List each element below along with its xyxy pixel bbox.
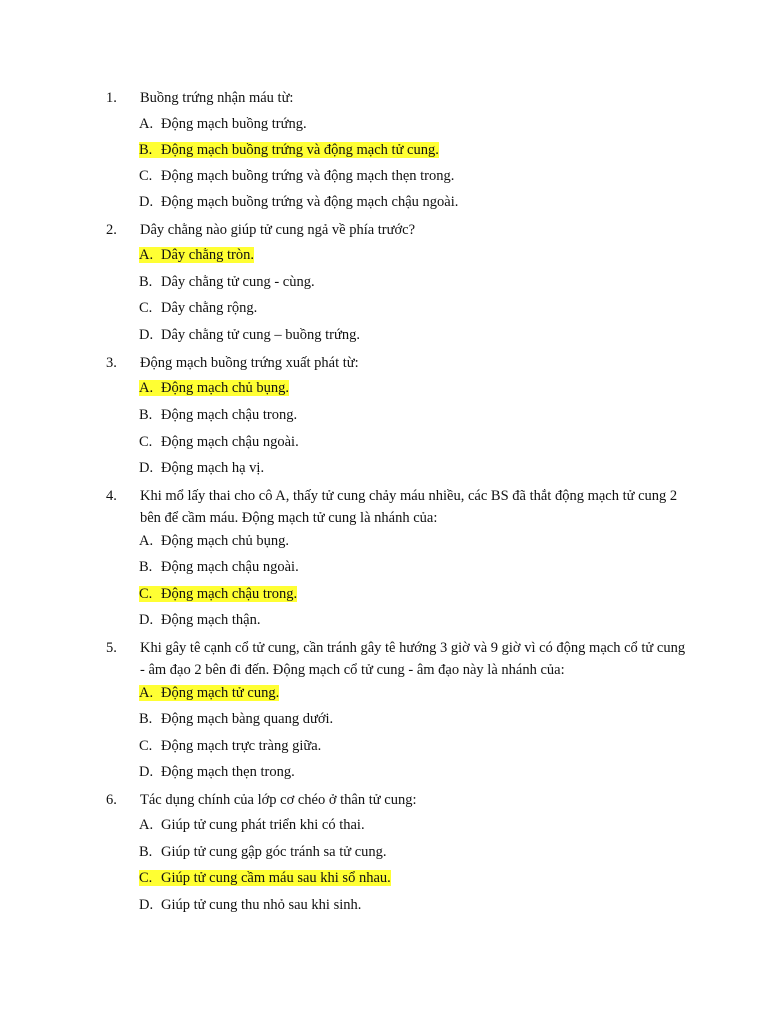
- question-2-option-c: [139, 298, 257, 318]
- option-text: Dây chằng tử cung – buồng trứng.: [161, 327, 360, 343]
- question-text: Khi mổ lấy thai cho cô A, thấy tử cung chảy máu nhiều, các BS đã thắt động mạch tử cung 2 bên để cầm máu. Động mạch tử cung là nhánh của:: [140, 488, 678, 526]
- answer-option: [139, 711, 333, 727]
- option-text: Động mạch trực tràng giữa.: [161, 738, 322, 754]
- question-number: 4.: [106, 488, 117, 504]
- option-label: C.: [139, 738, 153, 754]
- answer-option: [139, 327, 360, 343]
- option-label: D.: [139, 764, 154, 780]
- question-1-option-a: [139, 114, 307, 134]
- answer-option: [139, 434, 299, 450]
- question-number: 5.: [106, 640, 117, 656]
- answer-option: [139, 559, 299, 575]
- question-5: [106, 637, 686, 681]
- question-text: Dây chằng nào giúp tử cung ngả về phía trước?: [140, 222, 416, 238]
- answer-option: [139, 844, 387, 860]
- highlighted-answer: [139, 142, 439, 158]
- answer-option: [139, 738, 321, 754]
- question-4-option-b: [139, 557, 299, 577]
- option-label: A.: [139, 380, 154, 396]
- answer-option: [139, 300, 257, 316]
- question-3-option-a: [139, 378, 289, 398]
- question-2-option-b: [139, 272, 315, 292]
- option-label: C.: [139, 300, 153, 316]
- question-4-option-a: [139, 531, 289, 551]
- question-3-option-c: [139, 432, 299, 452]
- option-label: C.: [139, 168, 153, 184]
- highlighted-answer: [139, 247, 254, 263]
- question-5-option-a: [139, 683, 279, 703]
- question-6: [106, 789, 686, 811]
- question-4-option-c: [139, 584, 297, 604]
- question-number: 2.: [106, 222, 117, 238]
- option-label: D.: [139, 612, 154, 628]
- option-label: B.: [139, 844, 153, 860]
- answer-option: [139, 116, 307, 132]
- option-label: B.: [139, 559, 153, 575]
- question-text: Khi gây tê cạnh cổ tử cung, cần tránh gây tê hướng 3 giờ và 9 giờ vì có động mạch cổ tử cung - âm đạo 2 bên đi đến. Động mạch cổ tử cung - âm đạo này là nhánh của:: [140, 640, 686, 678]
- answer-option: [139, 194, 458, 210]
- option-text: Giúp tử cung phát triển khi có thai.: [161, 817, 365, 833]
- option-text: Giúp tử cung gập góc tránh sa tử cung.: [161, 844, 387, 860]
- option-label: C.: [139, 586, 153, 602]
- option-text: Động mạch buồng trứng và động mạch chậu ngoài.: [161, 194, 459, 210]
- question-1-option-b: [139, 140, 439, 160]
- question-1-option-d: [139, 192, 458, 212]
- option-text: Động mạch tử cung.: [161, 685, 280, 701]
- option-text: Động mạch hạ vị.: [161, 460, 265, 476]
- answer-option: [139, 407, 297, 423]
- option-text: Động mạch bàng quang dưới.: [161, 711, 334, 727]
- question-6-option-c: [139, 868, 391, 888]
- question-6-option-d: [139, 895, 361, 915]
- option-label: C.: [139, 434, 153, 450]
- answer-option: [139, 460, 264, 476]
- answer-option: [139, 612, 260, 628]
- option-label: B.: [139, 711, 153, 727]
- answer-option: [139, 764, 295, 780]
- question-6-option-a: [139, 815, 365, 835]
- option-label: A.: [139, 247, 154, 263]
- question-3: [106, 352, 686, 374]
- question-2-option-d: [139, 325, 360, 345]
- question-text: Buồng trứng nhận máu từ:: [140, 90, 294, 106]
- question-2: [106, 219, 686, 241]
- answer-option: [139, 274, 315, 290]
- question-4: [106, 485, 686, 529]
- question-5-option-c: [139, 736, 321, 756]
- question-number: 3.: [106, 355, 117, 371]
- option-text: Động mạch chậu trong.: [161, 407, 298, 423]
- option-label: D.: [139, 194, 154, 210]
- option-text: Giúp tử cung cầm máu sau khi sổ nhau.: [161, 870, 391, 886]
- option-text: Dây chằng tròn.: [161, 247, 255, 263]
- answer-option: [139, 817, 365, 833]
- question-3-option-b: [139, 405, 297, 425]
- option-text: Động mạch buồng trứng và động mạch tử cung.: [161, 142, 439, 158]
- option-label: C.: [139, 870, 153, 886]
- option-label: A.: [139, 533, 154, 549]
- highlighted-answer: [139, 870, 391, 886]
- option-text: Động mạch thẹn trong.: [161, 764, 295, 780]
- option-text: Dây chằng rộng.: [161, 300, 258, 316]
- question-5-option-d: [139, 762, 295, 782]
- question-2-option-a: [139, 245, 254, 265]
- highlighted-answer: [139, 586, 297, 602]
- option-label: A.: [139, 685, 154, 701]
- question-number: 6.: [106, 792, 117, 808]
- option-text: Động mạch chậu ngoài.: [161, 434, 299, 450]
- option-label: D.: [139, 897, 154, 913]
- option-text: Dây chằng tử cung - cùng.: [161, 274, 315, 290]
- answer-option: [139, 533, 289, 549]
- question-text: Tác dụng chính của lớp cơ chéo ở thân tử cung:: [140, 792, 417, 808]
- option-text: Động mạch chủ bụng.: [161, 533, 290, 549]
- option-text: Giúp tử cung thu nhỏ sau khi sinh.: [161, 897, 362, 913]
- option-text: Động mạch chủ bụng.: [161, 380, 290, 396]
- option-label: A.: [139, 116, 154, 132]
- option-text: Động mạch thận.: [161, 612, 261, 628]
- option-label: B.: [139, 142, 153, 158]
- question-5-option-b: [139, 709, 333, 729]
- question-3-option-d: [139, 458, 264, 478]
- highlighted-answer: [139, 380, 289, 396]
- option-text: Động mạch chậu ngoài.: [161, 559, 299, 575]
- question-1-option-c: [139, 166, 454, 186]
- option-text: Động mạch chậu trong.: [161, 586, 298, 602]
- question-1: [106, 87, 686, 109]
- question-4-option-d: [139, 610, 260, 630]
- option-label: A.: [139, 817, 154, 833]
- highlighted-answer: [139, 685, 279, 701]
- option-label: B.: [139, 274, 153, 290]
- option-label: D.: [139, 460, 154, 476]
- option-label: D.: [139, 327, 154, 343]
- option-text: Động mạch buồng trứng và động mạch thẹn trong.: [161, 168, 455, 184]
- answer-option: [139, 168, 454, 184]
- question-text: Động mạch buồng trứng xuất phát từ:: [140, 355, 359, 371]
- option-label: B.: [139, 407, 153, 423]
- question-6-option-b: [139, 842, 387, 862]
- question-number: 1.: [106, 90, 117, 106]
- answer-option: [139, 897, 361, 913]
- option-text: Động mạch buồng trứng.: [161, 116, 307, 132]
